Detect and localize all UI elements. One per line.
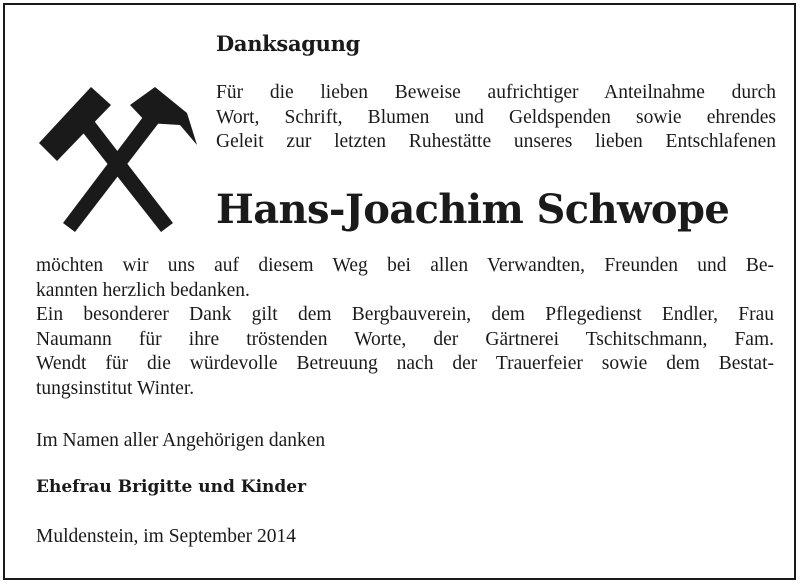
body-text <box>36 254 774 402</box>
closing-line: Im Namen aller Angehörigen danken <box>36 430 326 451</box>
body-line: kannten herzlich bedanken. <box>36 279 250 301</box>
place-date: Muldenstein, im September 2014 <box>36 526 296 547</box>
intro-line: Wort, Schrift, Blumen und Geldspenden sowie ehrendes <box>216 106 776 128</box>
body-line: Wendt für die würdevolle Betreuung nach der Trauerfeier sowie dem Bestat- <box>36 353 774 375</box>
intro-line: Geleit zur letzten Ruhestätte unseres lieben Entschlafenen <box>216 131 776 153</box>
intro-line: Für die lieben Beweise aufrichtiger Anteilnahme durch <box>216 82 776 103</box>
body-line: möchten wir uns auf diesem Weg bei allen Verwandten, Freunden und Be- <box>36 255 774 276</box>
signers: Ehefrau Brigitte und Kinder <box>36 477 307 497</box>
body-line: tungsinstitut Winter. <box>36 377 195 399</box>
hammer-and-pick-icon <box>35 83 200 233</box>
notice-heading: Danksagung <box>216 31 360 56</box>
intro-text <box>216 81 776 155</box>
deceased-name: Hans-Joachim Schwope <box>216 186 730 233</box>
notice-frame <box>3 3 796 580</box>
body-line: Ein besonderer Dank gilt dem Bergbauverein, dem Pflegedienst Endler, Frau <box>36 304 774 326</box>
body-line: Naumann für ihre tröstenden Worte, der Gärtnerei Tschitschmann, Fam. <box>36 328 774 350</box>
